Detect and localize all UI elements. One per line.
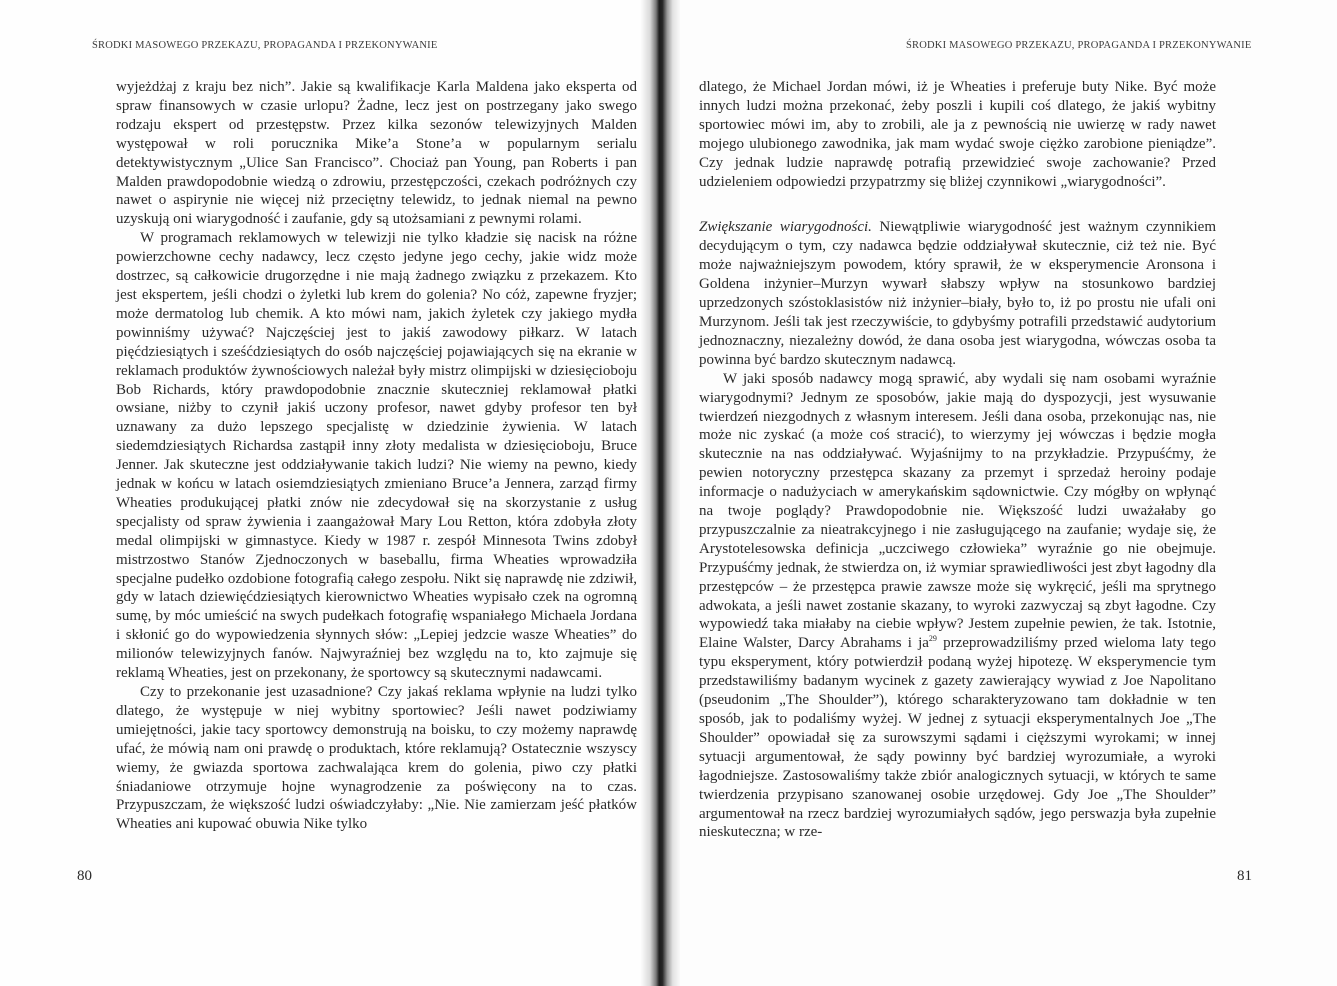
- footnote-ref[interactable]: 29: [928, 634, 937, 644]
- page-number: 80: [77, 868, 92, 884]
- page-number: 81: [1237, 868, 1252, 884]
- paragraph-text: przeprowadziliśmy przed wieloma laty tego typu eksperyment, który potwierdził podaną wyżej hipotezę. W eksperymencie tym przedstawiliśmy badanym wycinek z gazety zawierający wywiad z Joe Napolitano (pseudonim „The Shoulder”), którego scharakteryzowano tam dokładnie w ten sposób, jak to podaliśmy wyżej. W jednej z sytuacji eksperymentalnych Joe „The Shoulder” opowiadał się za surowszymi sądami i cięższymi wyrokami; w innej sytuacji argumentował, że sądy powinny być bardziej wyrozumiałe, a wyroki łagodniejsze. Zastosowaliśmy także zbiór analogicznych sytuacji, w których te same twierdzenia przypisano szanowanej osobie urzędowej. Gdy Joe „The Shoulder” argumentował na rzecz bardziej wyrozumiałych sądów, jego perswazja była zupełnie nieskuteczna; w rze-: [699, 635, 1216, 841]
- text-column: [699, 78, 1216, 842]
- running-header: ŚRODKI MASOWEGO PRZEKAZU, PROPAGANDA I PRZEKONYWANIE: [906, 40, 1252, 51]
- paragraph: [699, 370, 1216, 843]
- section-paragraph: [699, 218, 1216, 369]
- paragraph-text: W jaki sposób nadawcy mogą sprawić, aby wydali się nam osobami wyraźnie wiarygodnymi? Jednym ze sposobów, jakie mają do dyspozycji, jest wysuwanie twierdzeń niezgodnych z własnym interesem. Jeśli dana osoba, przekonując nas, nie może nic zyskać (a może coś stracić), to wierzymy jej wówczas i będzie mogła skutecznie na nas oddziaływać. Wyjaśnijmy to na przykładzie. Przypuśćmy, że pewien notoryczny przestępca skazany za przemyt i sprzedaż heroiny podaje informacje o nadużyciach w amerykańskim sądownictwie. Czy mógłby on wpłynąć na twoje poglądy? Prawdopodobnie nie. Większość ludzi uważałaby go przypuszczalnie za nieatrakcyjnego i nie zasługującego na zaufanie; wydaje się, że Arystotelesowska definicja „uczciwego człowieka” wyraźnie go nie obejmuje. Przypuśćmy jednak, że stwierdza on, iż wymiar sprawiedliwości jest zbyt łagodny dla przestępców – że przestępca prawie zawsze może się wykręcić, jeśli ma sprytnego adwokata, a jeśli nawet zostanie skazany, to wyroki zazwyczaj są zbyt łagodne. Czy wypowiedź taka miałaby na ciebie wpływ? Jestem zupełnie pewien, że tak. Istotnie, Elaine Walster, Darcy Abrahams i ja: [699, 370, 1216, 652]
- running-header: ŚRODKI MASOWEGO PRZEKAZU, PROPAGANDA I PRZEKONYWANIE: [92, 40, 438, 51]
- left-page: [0, 0, 652, 986]
- book-gutter-shadow: [640, 0, 680, 986]
- paragraph: dlatego, że Michael Jordan mówi, iż je Wheaties i preferuje buty Nike. Być może innych ludzi można przekonać, żeby poszli i kupili coś dlatego, że jakiś wybitny sportowiec mówi im, aby to zrobili, ale ja z pewnością nie uwierzę w rady nawet mojego ulubionego zawodnika, jak mam wydać swoje ciężko zarobione pieniądze”. Czy jednak ludzie naprawdę potrafią przewidzieć swoje zachowanie? Przed udzieleniem odpowiedzi przypatrzmy się bliżej czynnikowi „wiarygodności”.: [699, 79, 1216, 190]
- paragraph: W programach reklamowych w telewizji nie tylko kładzie się nacisk na różne powierzchowne cechy nadawcy, lecz często jedyne jego cechy, jakie widz może dostrzec, są całkowicie drugorzędne i nie mają żadnego związku z przekazem. Kto jest ekspertem, jeśli chodzi o żyletki lub krem do golenia? No cóż, zapewne fryzjer; może dermatolog lub chemik. A kto mówi nam, jakich żyletek czy jakiego mydła powinniśmy używać? Najczęściej jest to jakiś zawodowy piłkarz. W latach pięćdziesiątych i sześćdziesiątych do osób najczęściej pojawiających się na ekranie w reklamach produktów żywnościowych należał były mistrz olimpijski w dziesięcioboju Bob Richards, który prawdopodobnie znacznie skuteczniej reklamował płatki owsiane, niżby to czynił jakiś uczony profesor, nawet gdyby profesor ten był uznawany za dużo lepszego specjalistę w dziedzinie żywienia. W latach siedemdziesiątych Richardsa zastąpił inny złoty medalista w dziesięcioboju, Bruce Jenner. Jak skuteczne jest oddziaływanie takich ludzi? Nie wiemy na pewno, kiedy jednak w końcu w latach osiemdziesiątych zmieniano Bruce’a Jennera, zarząd firmy Wheaties produkującej płatki znów nie zdecydował się na skorzystanie z usług specjalisty od spraw żywienia i zaangażował Mary Lou Retton, która zdobyła złoty medal olimpijski w gimnastyce. Kiedy w 1987 r. zespół Minnesota Twins zdobył mistrzostwo Stanów Zjednoczonych w baseballu, firma Wheaties wprowadziła specjalne pudełko ozdobione fotografią całego zespołu. Nikt się naprawdę nie zdziwił, gdy w latach dziewięćdziesiątych kierownictwo Wheaties wypisało czek na ogromną sumę, by móc umieścić na swych pudełkach fotografię wspaniałego Michaela Jordana i skłonić go do wypowiedzenia słynnych słów: „Lepiej jedzcie wasze Wheaties” do milionów telewizyjnych fanów. Najwyraźniej bez względu na to, kto zajmuje się reklamą Wheaties, jest on przekonany, że sportowcy są skutecznymi nadawcami.: [116, 230, 637, 682]
- right-page: [668, 0, 1337, 986]
- paragraph: Czy to przekonanie jest uzasadnione? Czy jakaś reklama wpłynie na ludzi tylko dlatego, że występuje w niej wybitny sportowiec? Jeśli nawet podziwiamy umiejętności, jakie tacy sportowcy demonstrują na boisku, to czy możemy naprawdę ufać, że mówią nam oni prawdę o produktach, które reklamują? Ostatecznie wszyscy wiemy, że gwiazda sportowa zachwalająca krem do golenia, piwo czy płatki śniadaniowe otrzymuje hojne wynagrodzenie za poświęcony na to czas. Przypuszczam, że większość ludzi oświadczyłaby: „Nie. Nie zamierzam jeść płatków Wheaties ani kupować obuwia Nike tylko: [116, 684, 637, 833]
- section-heading: Zwiększanie wiarygodności.: [699, 219, 872, 236]
- text-column: [116, 78, 637, 834]
- paragraph-text: Niewątpliwie wiarygodność jest ważnym czynnikiem decydującym o tym, czy nadawca będzie oddziaływał skutecznie, ciż też nie. Być może najważniejszym powodem, który sprawił, że w eksperymencie Aronsona i Goldena inżynier–Murzyn wywarł słabszy wpływ na stosunkowo bardziej uprzedzonych szóstoklasistów niż inżynier–biały, było to, iż po prostu nie ufali oni Murzynom. Jeśli tak jest rzeczywiście, to gdybyśmy potrafili przedstawić audytorium jednoznaczny, niezależny dowód, że dana osoba jest wiarygodna, wówczas osoba ta powinna być bardzo skutecznym nadawcą.: [699, 219, 1216, 368]
- paragraph: wyjeżdżaj z kraju bez nich”. Jakie są kwalifikacje Karla Maldena jako eksperta od spraw finansowych w czasie urlopu? Żadne, lecz jest on postrzegany jako swego rodzaju ekspert od przestępstw. Przez kilka sezonów telewizyjnych Malden występował w roli porucznika Mike’a Stone’a w popularnym serialu detektywistycznym „Ulice San Francisco”. Chociaż pan Young, pan Roberts i pan Malden prawdopodobnie wiedzą o zdrowiu, przestępczości, czekach podróżnych czy nawet o aspirynie nie więcej niż przeciętny telewidz, to jednak niemal na pewno uzyskują oni wiarygodność i zaufanie, gdy są utożsamiani z pewnymi rolami.: [116, 79, 637, 228]
